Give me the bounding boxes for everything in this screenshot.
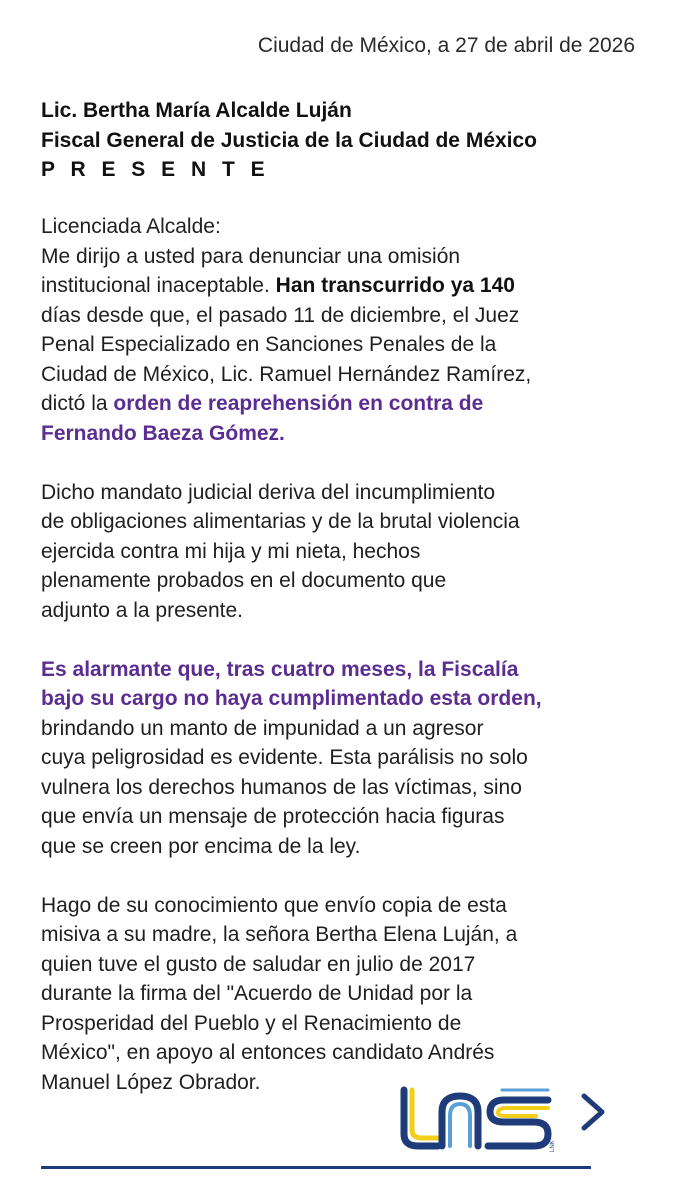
text-line: plenamente probados en el documento que <box>41 569 447 592</box>
bold-highlight: Han transcurrido ya 140 <box>275 274 515 297</box>
text-line: Hago de su conocimiento que envío copia de esta <box>41 893 507 917</box>
text-line: brindando un manto de impunidad a un agresor <box>41 716 484 740</box>
letter-body <box>41 212 542 1097</box>
purple-highlight: Fernando Baeza Gómez. <box>41 421 285 445</box>
date-line: Ciudad de México, a 27 de abril de 2026 <box>257 34 635 57</box>
lns-logo <box>398 1082 558 1160</box>
purple-highlight: Es alarmante que, tras cuatro meses, la Fiscalía <box>41 657 519 681</box>
presente-label: P R E S E N T E <box>41 158 270 181</box>
text-line <box>41 271 542 301</box>
text-line: durante la firma del "Acuerdo de Unidad por la <box>41 982 473 1005</box>
text-line: quien tuve el gusto de saludar en julio de 2017 <box>41 952 476 976</box>
paragraph-1 <box>41 242 542 449</box>
text-line: Dicho mandato judicial deriva del incumplimiento <box>41 480 496 504</box>
text-segment: institucional inaceptable. <box>41 274 276 297</box>
addressee-name: Lic. Bertha María Alcalde Luján <box>41 99 352 122</box>
footer-divider <box>41 1166 591 1169</box>
text-line: ejercida contra mi hija y mi nieta, hechos <box>41 539 421 563</box>
text-line: que se creen por encima de la ley. <box>41 834 361 858</box>
text-line <box>41 389 542 419</box>
salutation: Licenciada Alcalde: <box>41 215 221 238</box>
text-line: Ciudad de México, Lic. Ramuel Hernández Ramírez, <box>41 362 532 386</box>
text-line: México", en apoyo al entonces candidato Andrés <box>41 1041 495 1064</box>
paragraph-4 <box>41 891 542 1098</box>
paragraph-2 <box>41 478 542 626</box>
chevron-right-icon[interactable] <box>576 1090 610 1134</box>
text-line: Penal Especializado en Sanciones Penales de la <box>41 333 497 356</box>
text-line: Prosperidad del Pueblo y el Renacimiento de <box>41 1011 462 1035</box>
text-line: adjunto a la presente. <box>41 598 243 622</box>
text-line: de obligaciones alimentarias y de la brutal violencia <box>41 510 520 533</box>
text-line: días desde que, el pasado 11 de diciembre, el Juez <box>41 303 520 327</box>
text-line: que envía un mensaje de protección hacia figuras <box>41 805 505 828</box>
text-segment: dictó la <box>41 392 114 415</box>
addressee-position: Fiscal General de Justicia de la Ciudad de México <box>41 128 538 152</box>
purple-highlight: bajo su cargo no haya cumplimentado esta orden, <box>41 687 542 710</box>
text-line: vulnera los derechos humanos de las víctimas, sino <box>41 775 522 799</box>
addressee-block <box>41 96 537 185</box>
purple-highlight: orden de reaprehensión en contra de <box>113 392 484 415</box>
text-line: Me dirijo a usted para denunciar una omisión <box>41 244 461 268</box>
logo-small-text: LNK <box>550 1140 556 1152</box>
text-line: misiva a su madre, la señora Bertha Elena Luján, a <box>41 923 518 946</box>
paragraph-3 <box>41 655 542 862</box>
text-line: Manuel López Obrador. <box>41 1070 261 1094</box>
text-line: cuya peligrosidad es evidente. Esta parálisis no solo <box>41 746 528 769</box>
